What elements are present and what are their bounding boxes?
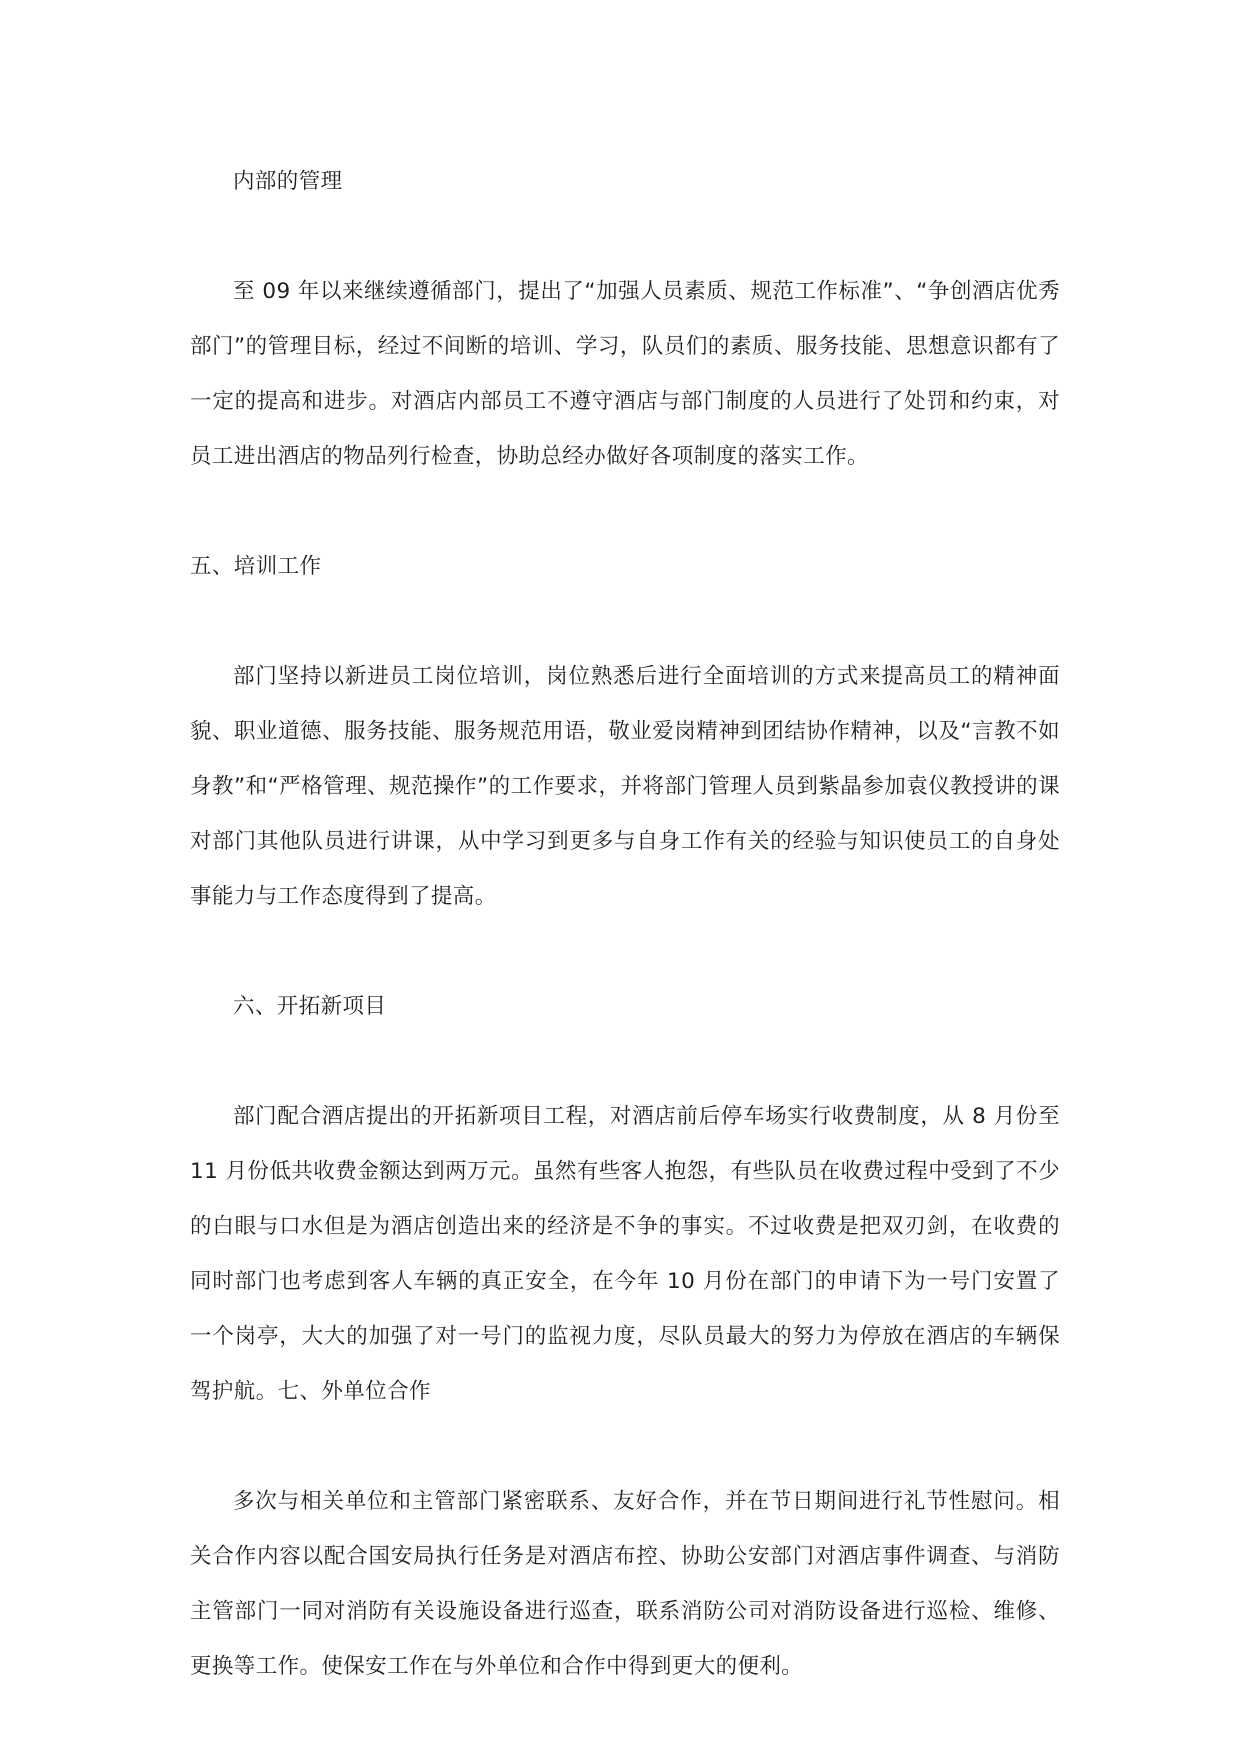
paragraph-training: 部门坚持以新进员工岗位培训，岗位熟悉后进行全面培训的方式来提高员工的精神面貌、职业道德、服务技能、服务规范用语，敬业爱岗精神到团结协作精神，以及“言教不如身教”和“严格管理、规范操作”的工作要求，并将部门管理人员到紫晶参加袁仪教授讲的课对部门其他队员进行讲课，从中学习到更多与自身工作有关的经验与知识使员工的自身处事能力与工作态度得到了提高。	[190, 664, 1060, 909]
section-heading-training: 五、培训工作	[190, 554, 322, 579]
section-heading-new-projects: 六、开拓新项目	[233, 994, 387, 1019]
paragraph-cooperation: 多次与相关单位和主管部门紧密联系、友好合作，并在节日期间进行礼节性慰问。相关合作内容以配合国安局执行任务是对酒店布控、协助公安部门对酒店事件调查、与消防主管部门一同对消防有关设施设备进行巡查，联系消防公司对消防设备进行巡检、维修、更换等工作。使保安工作在与外单位和合作中得到更大的便利。	[190, 1489, 1060, 1679]
document-body	[190, 154, 1060, 1694]
paragraph-new-projects: 部门配合酒店提出的开拓新项目工程，对酒店前后停车场实行收费制度，从 8 月份至 11 月份低共收费金额达到两万元。虽然有些客人抱怨，有些队员在收费过程中受到了不少的白眼与口水但是为酒店创造出来的经济是不争的事实。不过收费是把双刃剑，在收费的同时部门也考虑到客人车辆的真正安全，在今年 10 月份在部门的申请下为一号门安置了一个岗亭，大大的加强了对一号门的监视力度，尽队员最大的努力为停放在酒店的车辆保驾护航。七、外单位合作	[190, 1104, 1060, 1404]
section-heading-internal-management: 内部的管理	[233, 169, 343, 194]
paragraph-internal-management: 至 09 年以来继续遵循部门，提出了“加强人员素质、规范工作标准”、“争创酒店优秀部门”的管理目标，经过不间断的培训、学习，队员们的素质、服务技能、思想意识都有了一定的提高和进步。对酒店内部员工不遵守酒店与部门制度的人员进行了处罚和约束，对员工进出酒店的物品列行检查，协助总经办做好各项制度的落实工作。	[190, 279, 1060, 469]
